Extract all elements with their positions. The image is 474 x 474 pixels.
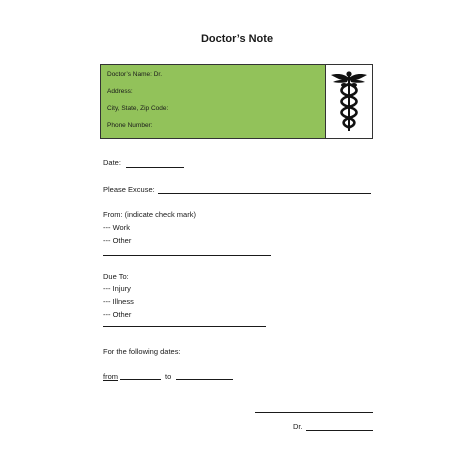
excuse-line[interactable]	[158, 193, 371, 194]
doctor-info-panel	[101, 65, 326, 138]
to-date-word: to	[165, 372, 172, 381]
signature-line[interactable]	[255, 412, 373, 413]
from-date-line[interactable]	[120, 379, 161, 380]
document-title: Doctor’s Note	[200, 33, 274, 45]
following-dates-label: For the following dates:	[103, 347, 181, 356]
doctor-info-header	[100, 64, 373, 139]
please-excuse-label: Please Excuse:	[103, 185, 155, 194]
doctor-name-field: Doctor’s Name: Dr.	[107, 71, 163, 78]
due-option-illness: --- Illness	[103, 297, 134, 306]
due-to-label: Due To:	[103, 272, 129, 281]
from-option-other: --- Other	[103, 236, 132, 245]
doctor-name-line[interactable]	[306, 430, 373, 431]
date-line[interactable]	[126, 167, 184, 168]
from-label: From: (indicate check mark)	[103, 210, 196, 219]
due-other-line[interactable]	[103, 326, 266, 327]
date-label: Date:	[103, 158, 121, 167]
city-state-zip-field: City, State, Zip Code:	[107, 105, 169, 112]
address-field: Address:	[107, 88, 133, 95]
from-option-work: --- Work	[103, 223, 130, 232]
from-other-line[interactable]	[103, 255, 271, 256]
signature-label: Dr.	[293, 422, 303, 431]
due-option-injury: --- Injury	[103, 284, 131, 293]
phone-number-field: Phone Number:	[107, 122, 153, 129]
to-date-line[interactable]	[176, 379, 233, 380]
caduceus-icon	[329, 69, 369, 135]
due-option-other: --- Other	[103, 310, 132, 319]
logo-panel	[326, 65, 372, 138]
from-date-word: from	[103, 372, 118, 381]
